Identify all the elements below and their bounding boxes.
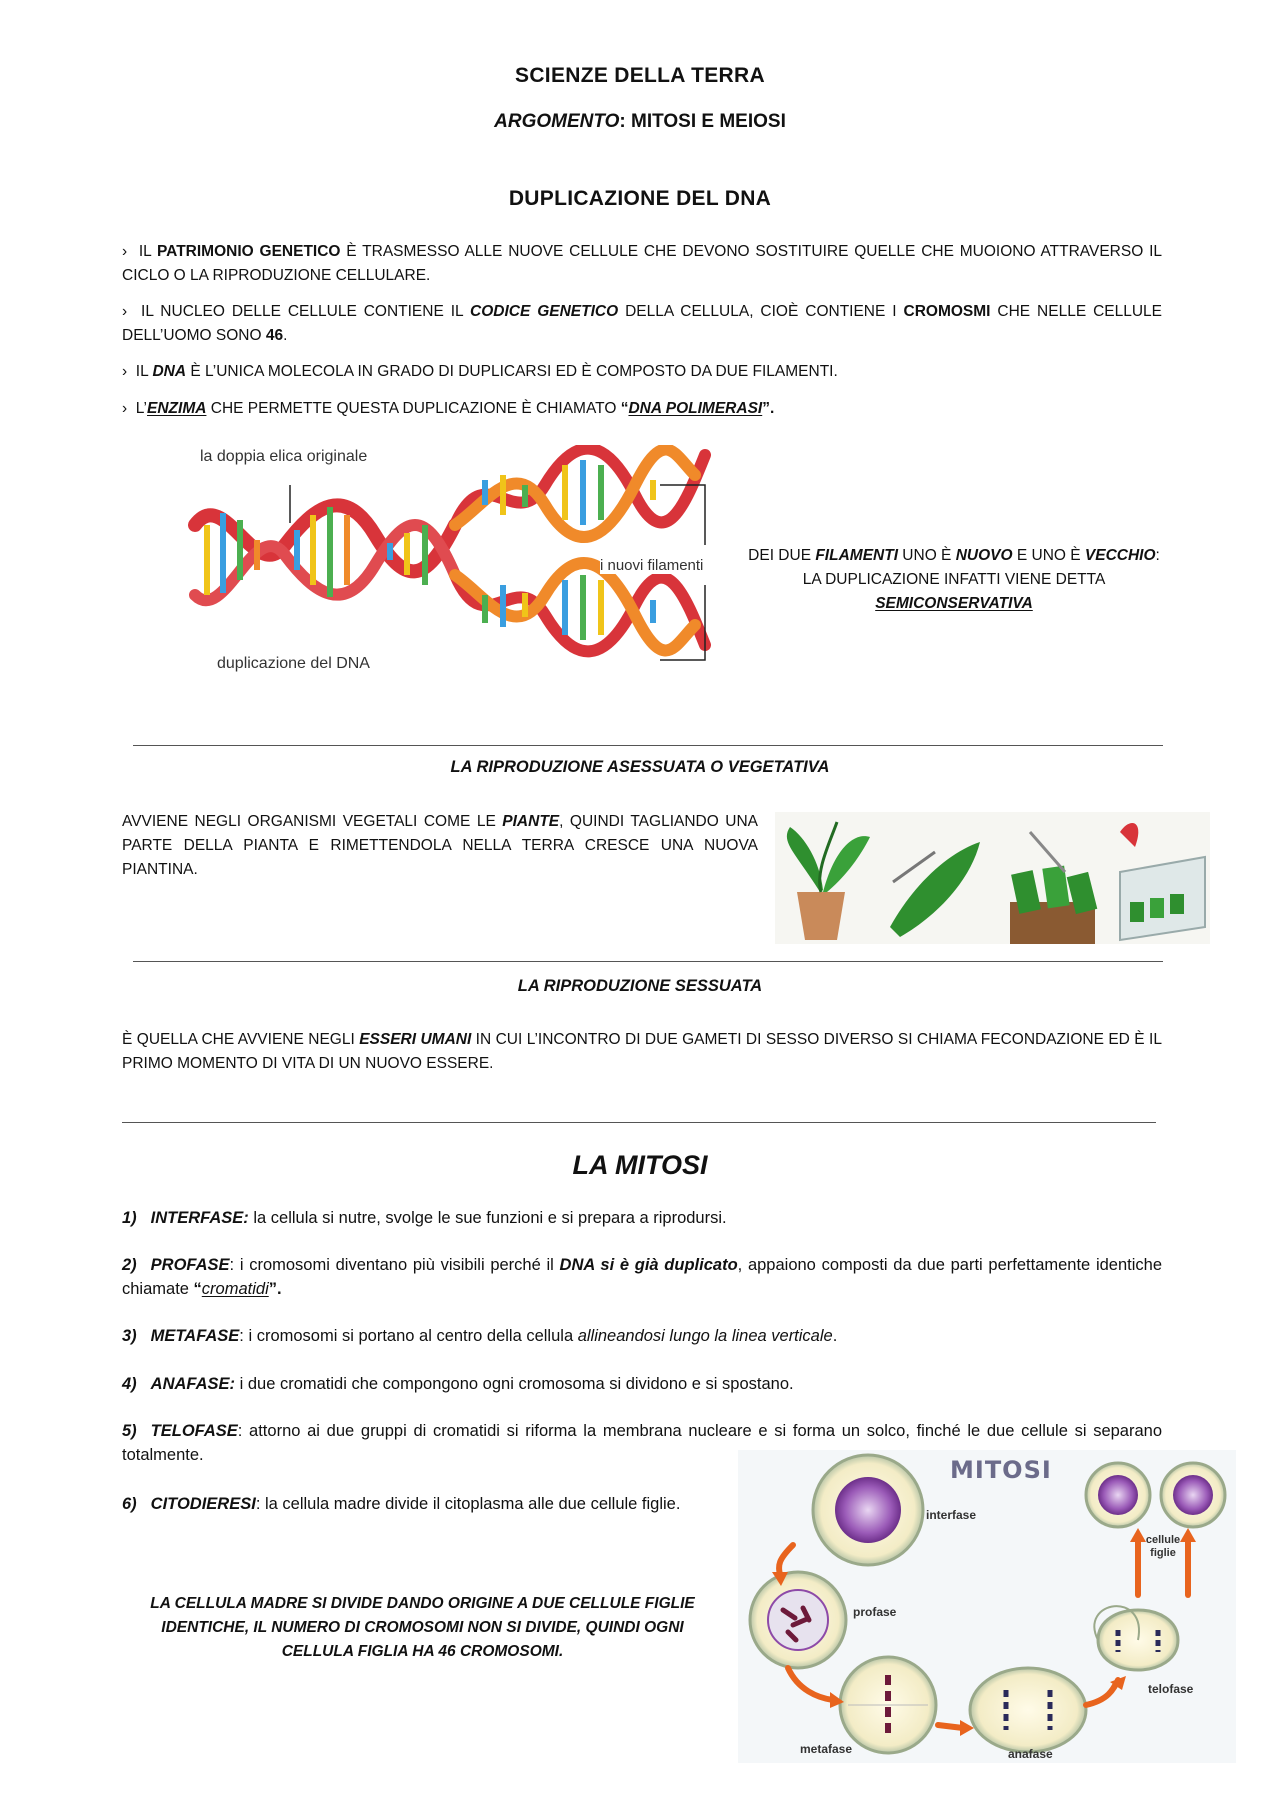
bold-italic-text: ESSERI UMANI — [359, 1031, 472, 1048]
bold-text: PATRIMONIO GENETICO — [156, 243, 341, 260]
text: DEI DUE — [748, 547, 816, 564]
text: . — [283, 327, 288, 344]
label-profase: profase — [853, 1605, 897, 1619]
subject-label: ARGOMENTO — [494, 111, 620, 132]
text: È QUELLA CHE AVVIENE NEGLI — [122, 1031, 360, 1048]
mitosis-step-3 — [122, 1324, 1162, 1348]
divider — [133, 961, 1163, 962]
text: È L’UNICA MOLECOLA IN GRADO DI DUPLICARSI ED È COMPOSTO DA DUE FILAMENTI. — [186, 363, 838, 380]
text: CHE PERMETTE QUESTA DUPLICAZIONE È CHIAMATO — [206, 400, 621, 417]
bold-italic-text: NUOVO — [955, 547, 1013, 564]
italic-text: allineandosi lungo la linea verticale — [577, 1327, 833, 1345]
bold-text: CROMOSMI — [903, 303, 991, 320]
text: “ — [620, 400, 629, 417]
step-label: TELOFASE — [150, 1422, 238, 1440]
page-title: SCIENZE DELLA TERRA — [515, 64, 765, 87]
text: : i cromosomi diventano più visibili perché il — [229, 1256, 560, 1274]
sexual-text — [122, 1028, 1162, 1076]
text: IN CUI L’INCONTRO DI DUE GAMETI DI SESSO DIVERSO SI CHIAMA FECONDAZIONE ED È IL PRIMO MOMENTO DI VITA DI UN NUOVO ESSERE. — [122, 1031, 1162, 1072]
text: L’ — [135, 400, 148, 417]
asexual-title: LA RIPRODUZIONE ASESSUATA O VEGETATIVA — [450, 758, 830, 776]
mitosis-step-6 — [122, 1492, 742, 1516]
divider — [122, 1122, 1156, 1123]
subject-line — [0, 111, 1280, 133]
dna-bullet-3 — [122, 360, 1162, 384]
text: È TRASMESSO ALLE NUOVE CELLULE CHE DEVONO SOSTITUIRE QUELLE CHE MUOIONO ATTRAVERSO IL CICLO O LA RIPRODUZIONE CELLULARE. — [122, 243, 1162, 284]
bullet-mark: › — [122, 243, 128, 260]
label-new-strands: i nuovi filamenti — [600, 557, 704, 574]
text: i due cromatidi che compongono ogni cromosoma si dividono e si spostano. — [235, 1375, 794, 1393]
text: DELLA CELLULA, CIOÈ CONTIENE I — [618, 303, 904, 320]
text: E UNO È — [1012, 547, 1085, 564]
step-number: 3) — [122, 1327, 137, 1345]
text: IL — [138, 243, 157, 260]
dna-duplication-figure — [185, 445, 725, 685]
label-daughter-cells: cellule figlie — [1145, 1534, 1181, 1559]
bold-text: 46 — [265, 327, 284, 344]
dna-bullet-2 — [122, 300, 1162, 348]
step-label: METAFASE — [150, 1327, 240, 1345]
underlined-text: DNA POLIMERASI — [628, 400, 763, 417]
plant-cutting-illustration — [775, 812, 1210, 944]
label-telofase: telofase — [1148, 1682, 1194, 1696]
dna-section-title: DUPLICAZIONE DEL DNA — [508, 187, 772, 210]
step-number: 1) — [122, 1209, 137, 1227]
bold-italic-text: PIANTE — [502, 813, 560, 830]
label-metafase: metafase — [800, 1742, 853, 1756]
text: : la cellula madre divide il citoplasma alle due cellule figlie. — [255, 1495, 681, 1513]
mitosis-summary: LA CELLULA MADRE SI DIVIDE DANDO ORIGINE A DUE CELLULE FIGLIE IDENTICHE, IL NUMERO DI CROMOSOMI NON SI DIVIDE, QUINDI OGNI CELLULA FIGLIA HA 46 CROMOSOMI. — [150, 1595, 695, 1660]
text: IL NUCLEO DELLE CELLULE CONTIENE IL — [141, 303, 470, 320]
text: , QUINDI TAGLIANDO UNA PARTE DELLA PIANTA E RIMETTENDOLA NELLA TERRA CRESCE UNA NUOVA PIANTINA. — [122, 813, 758, 878]
mitosis-step-1 — [122, 1206, 1162, 1230]
text: ”. — [762, 400, 775, 417]
underlined-text: cromatidi — [201, 1280, 269, 1298]
new-helix-upper — [455, 449, 705, 537]
text: la cellula si nutre, svolge le sue funzioni e si prepara a riprodursi. — [248, 1209, 727, 1227]
text: “ — [193, 1280, 202, 1298]
bold-italic-text: CODICE GENETICO — [470, 303, 619, 320]
label-duplication: duplicazione del DNA — [217, 655, 370, 672]
label-anafase: anafase — [1008, 1747, 1053, 1761]
sexual-title: LA RIPRODUZIONE SESSUATA — [517, 977, 763, 995]
text: IL — [135, 363, 153, 380]
new-helix-lower — [455, 563, 705, 651]
original-helix — [195, 505, 455, 600]
text: UNO È — [898, 547, 956, 564]
semiconservative-note — [738, 544, 1170, 616]
step-label: ANAFASE: — [150, 1375, 236, 1393]
text: , appaiono composti da due parti perfettamente identiche chiamate — [122, 1256, 1162, 1298]
underlined-text: ENZIMA — [147, 400, 207, 417]
step-number: 5) — [122, 1422, 137, 1440]
text: . — [832, 1327, 838, 1345]
mitosis-title: LA MITOSI — [572, 1150, 708, 1180]
asexual-text — [122, 810, 758, 882]
text: AVVIENE NEGLI ORGANISMI VEGETALI COME LE — [122, 813, 503, 830]
text: ”. — [268, 1280, 282, 1298]
step-number: 2) — [122, 1256, 137, 1274]
mitosis-step-2 — [122, 1253, 1162, 1301]
step-label: PROFASE — [150, 1256, 230, 1274]
text: CHE NELLE CELLULE DELL’UOMO SONO — [122, 303, 1163, 344]
divider — [133, 745, 1163, 746]
bold-italic-text: FILAMENTI — [815, 547, 898, 564]
subject-value: : MITOSI E MEIOSI — [619, 111, 786, 132]
step-number: 4) — [122, 1375, 137, 1393]
dna-bullet-1 — [122, 240, 1162, 288]
bullet-mark: › — [122, 363, 128, 380]
text: : LA DUPLICAZIONE INFATTI VIENE DETTA — [802, 547, 1160, 588]
bold-underlined-text: SEMICONSERVATIVA — [875, 595, 1033, 612]
bold-italic-text: DNA — [152, 363, 187, 380]
dna-bullet-4 — [122, 397, 1162, 421]
text: : attorno ai due gruppi di cromatidi si riforma la membrana nucleare e si forma un solco, finché le due cellule si separano totalmente. — [122, 1422, 1162, 1464]
mitosis-step-4 — [122, 1372, 1162, 1396]
label-interfase: interfase — [926, 1508, 977, 1522]
step-label: CITODIERESI — [150, 1495, 256, 1513]
diagram-title: MITOSI — [950, 1456, 1052, 1484]
bold-italic-text: VECCHIO — [1084, 547, 1156, 564]
bullet-mark: › — [122, 303, 128, 320]
label-original-helix: la doppia elica originale — [200, 448, 368, 465]
bullet-mark: › — [122, 400, 128, 417]
text: : i cromosomi si portano al centro della cellula — [239, 1327, 578, 1345]
step-number: 6) — [122, 1495, 137, 1513]
mitosis-diagram — [738, 1450, 1236, 1763]
bold-italic-text: DNA si è già duplicato — [559, 1256, 738, 1274]
step-label: INTERFASE: — [150, 1209, 249, 1227]
